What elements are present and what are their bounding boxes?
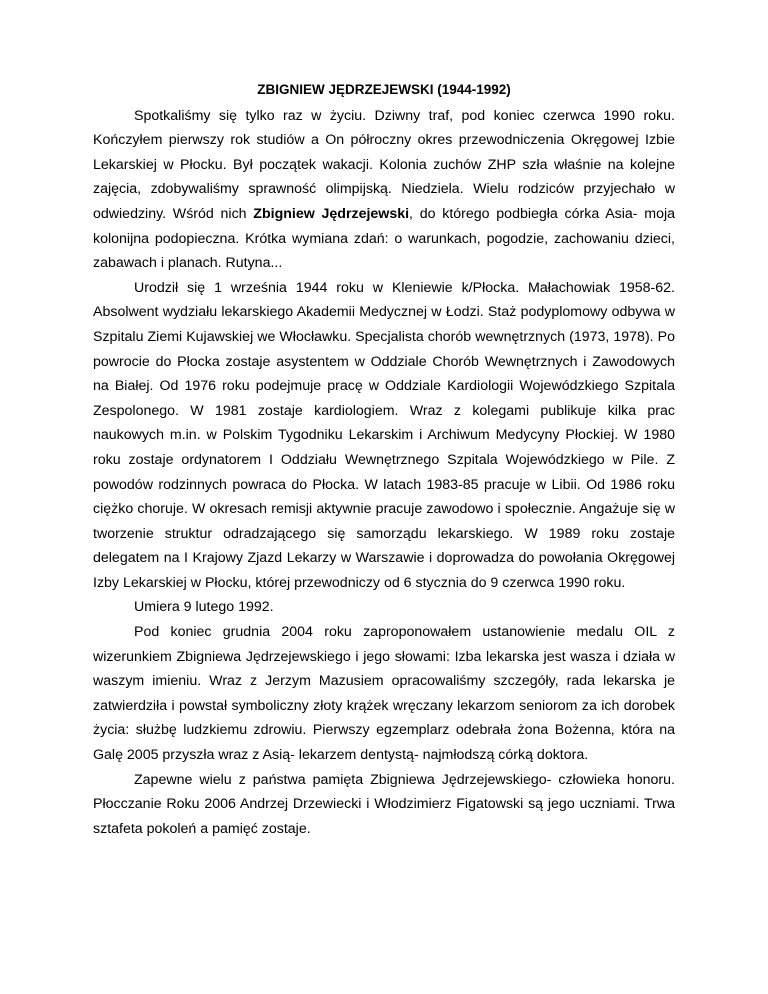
paragraph-biography: Urodził się 1 września 1944 roku w Kleniewie k/Płocka. Małachowiak 1958-62. Absolwent wydziału lekarskiego Akademii Medycznej w Łodzi. Staż podyplomowy odbywa w Szpitalu Ziemi Kujawskiej we Włocławku. Specjalista chorób wewnętrznych (1973, 1978). Po powrocie do Płocka zostaje asystentem w Oddziale Chorób Wewnętrznych i Zawodowych na Białej. Od 1976 roku podejmuje pracę w Oddziale Kardiologii Wojewódzkiego Szpitala Zespolonego. W 1981 zostaje kardiologiem. Wraz z kolegami publikuje kilka prac naukowych m.in. w Polskim Tygodniku Lekarskim i Archiwum Medycyny Płockiej. W 1980 roku zostaje ordynatorem I Oddziału Wewnętrznego Szpitala Wojewódzkiego w Pile. Z powodów rodzinnych powraca do Płocka. W latach 1983-85 pracuje w Libii. Od 1986 roku ciężko choruje. W okresach remisji aktywnie pracuje zawodowo i społecznie. Angażuje się w tworzenie struktur odradzającego się samorządu lekarskiego. W 1989 roku zostaje delegatem na I Krajowy Zjazd Lekarzy w Warszawie i doprowadza do powołania Okręgowej Izby Lekarskiej w Płocku, której przewodniczy od 6 stycznia do 9 czerwca 1990 roku. (93, 279, 675, 591)
document-title: ZBIGNIEW JĘDRZEJEWSKI (1944-1992) (257, 82, 511, 97)
paragraph-medal: Pod koniec grudnia 2004 roku zaproponowałem ustanowienie medalu OIL z wizerunkiem Zbigniewa Jędrzejewskiego i jego słowami: Izba lekarska jest wasza i działa w waszym imieniu. Wraz z Jerzym Mazusiem opracowaliśmy szczegóły, rada lekarska je zatwierdziła i powstał symboliczny złoty krążek wręczany lekarzom seniorom za ich dorobek życia: służbę ludzkiemu zdrowiu. Pierwszy egzemplarz odebrała żona Bożenna, która na Galę 2005 przyszła wraz z Asią- lekarzem dentystą- najmłodszą córką doktora. (93, 624, 675, 764)
paragraph-meeting (93, 104, 675, 276)
paragraph-meeting-text-before: Spotkaliśmy się tylko raz w życiu. Dziwny traf, pod koniec czerwca 1990 roku. Kończyłem pierwszy rok studiów a On półroczny okres przewodniczenia Okręgowej Izbie Lekarskiej w Płocku. Był początek wakacji. Kolonia zuchów ZHP szła właśnie na kolejne zajęcia, zdobywaliśmy sprawność olimpijską. Niedziela. Wielu rodziców przyjechało w odwiedziny. Wśród nich (93, 107, 675, 222)
paragraph-meeting-bold-name: Zbigniew Jędrzejewski (253, 205, 410, 222)
paragraph-death: Umiera 9 lutego 1992. (134, 599, 274, 616)
paragraph-legacy: Zapewne wielu z państwa pamięta Zbigniewa Jędrzejewskiego- człowieka honoru. Płocczanie Roku 2006 Andrzej Drzewiecki i Włodzimierz Figatowski są jego uczniami. Trwa sztafeta pokoleń a pamięć zostaje. (93, 771, 675, 837)
paragraph-meeting-text-after: , do którego podbiegła córka Asia- moja kolonijna podopieczna. Krótka wymiana zdań: o warunkach, pogodzie, zachowaniu dzieci, zabawach i planach. Rutyna... (93, 205, 675, 272)
